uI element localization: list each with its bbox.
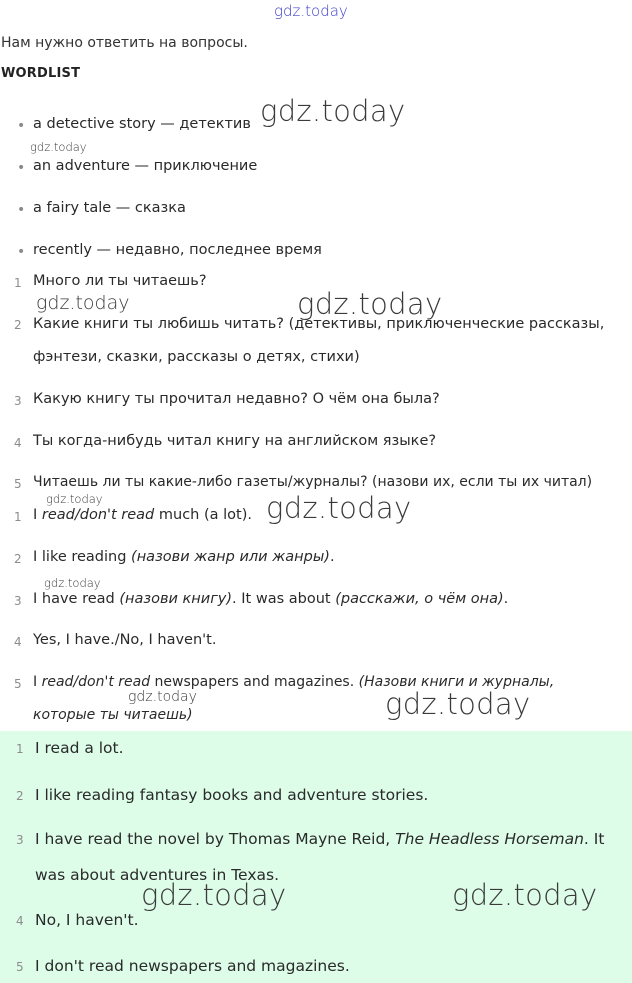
watermark: gdz.today (128, 689, 197, 705)
template-5: I read/don't read newspapers and magazines. (Назови книги и журналы, (33, 674, 555, 690)
template-5-continued: которые ты читаешь) (33, 707, 193, 723)
wordlist-item: a detective story — детектив (33, 116, 251, 132)
list-number: 3 (14, 594, 22, 608)
bullet-icon: • (17, 160, 26, 176)
bullet-icon: • (17, 244, 26, 260)
list-number: 3 (16, 833, 24, 847)
list-number: 4 (16, 914, 24, 928)
list-number: 5 (14, 677, 22, 691)
list-number: 2 (14, 318, 22, 332)
answer-2: I like reading fantasy books and adventure stories. (35, 786, 429, 804)
template-2: I like reading (назови жанр или жанры). (33, 549, 335, 565)
watermark: gdz.today (30, 140, 87, 154)
watermark: gdz.today (385, 687, 531, 721)
question-1: Много ли ты читаешь? (33, 273, 207, 289)
template-3: I have read (назови книгу). It was about (расскажи, о чём она). (33, 591, 509, 607)
watermark: gdz.today (266, 491, 412, 525)
template-1: I read/don't read much (a lot). (33, 507, 252, 523)
list-number: 4 (14, 436, 22, 450)
list-number: 2 (16, 789, 24, 803)
intro-text: Нам нужно ответить на вопросы. (1, 35, 248, 51)
question-4: Ты когда-нибудь читал книгу на английском языке? (33, 433, 437, 449)
watermark: gdz.today (260, 94, 406, 128)
list-number: 1 (14, 276, 22, 290)
watermark: gdz.today (44, 576, 101, 590)
question-2: Какие книги ты любишь читать? (детективы, приключенческие рассказы, (33, 316, 605, 332)
watermark: gdz.today (36, 292, 130, 314)
answer-box (0, 731, 632, 983)
watermark-top: gdz.today (274, 2, 348, 20)
answer-5: I don't read newspapers and magazines. (35, 957, 350, 975)
list-number: 1 (16, 742, 24, 756)
list-number: 3 (14, 394, 22, 408)
list-number: 2 (14, 552, 22, 566)
list-number: 5 (16, 960, 24, 974)
wordlist-item: an adventure — приключение (33, 158, 258, 174)
list-number: 4 (14, 635, 22, 649)
template-4: Yes, I have./No, I haven't. (33, 632, 217, 648)
question-2-continued: фэнтези, сказки, рассказы о детях, стихи) (33, 349, 360, 365)
wordlist-heading: WORDLIST (1, 66, 81, 81)
watermark: gdz.today (46, 492, 103, 506)
answer-3-continued: was about adventures in Texas. (35, 866, 279, 884)
list-number: 5 (14, 477, 22, 491)
answer-4: No, I haven't. (35, 911, 139, 929)
answer-3: I have read the novel by Thomas Mayne Reid, The Headless Horseman. It (35, 830, 605, 848)
wordlist-item: recently — недавно, последнее время (33, 242, 322, 258)
question-5: Читаешь ли ты какие-либо газеты/журналы? (назови их, если ты их читал) (33, 474, 593, 490)
wordlist-item: a fairy tale — сказка (33, 200, 186, 216)
bullet-icon: • (17, 118, 26, 134)
watermark: gdz.today (297, 287, 443, 321)
watermark: gdz.today (452, 878, 598, 912)
watermark: gdz.today (141, 878, 287, 912)
list-number: 1 (14, 510, 22, 524)
bullet-icon: • (17, 202, 26, 218)
question-3: Какую книгу ты прочитал недавно? О чём она была? (33, 391, 440, 407)
answer-1: I read a lot. (35, 739, 124, 757)
